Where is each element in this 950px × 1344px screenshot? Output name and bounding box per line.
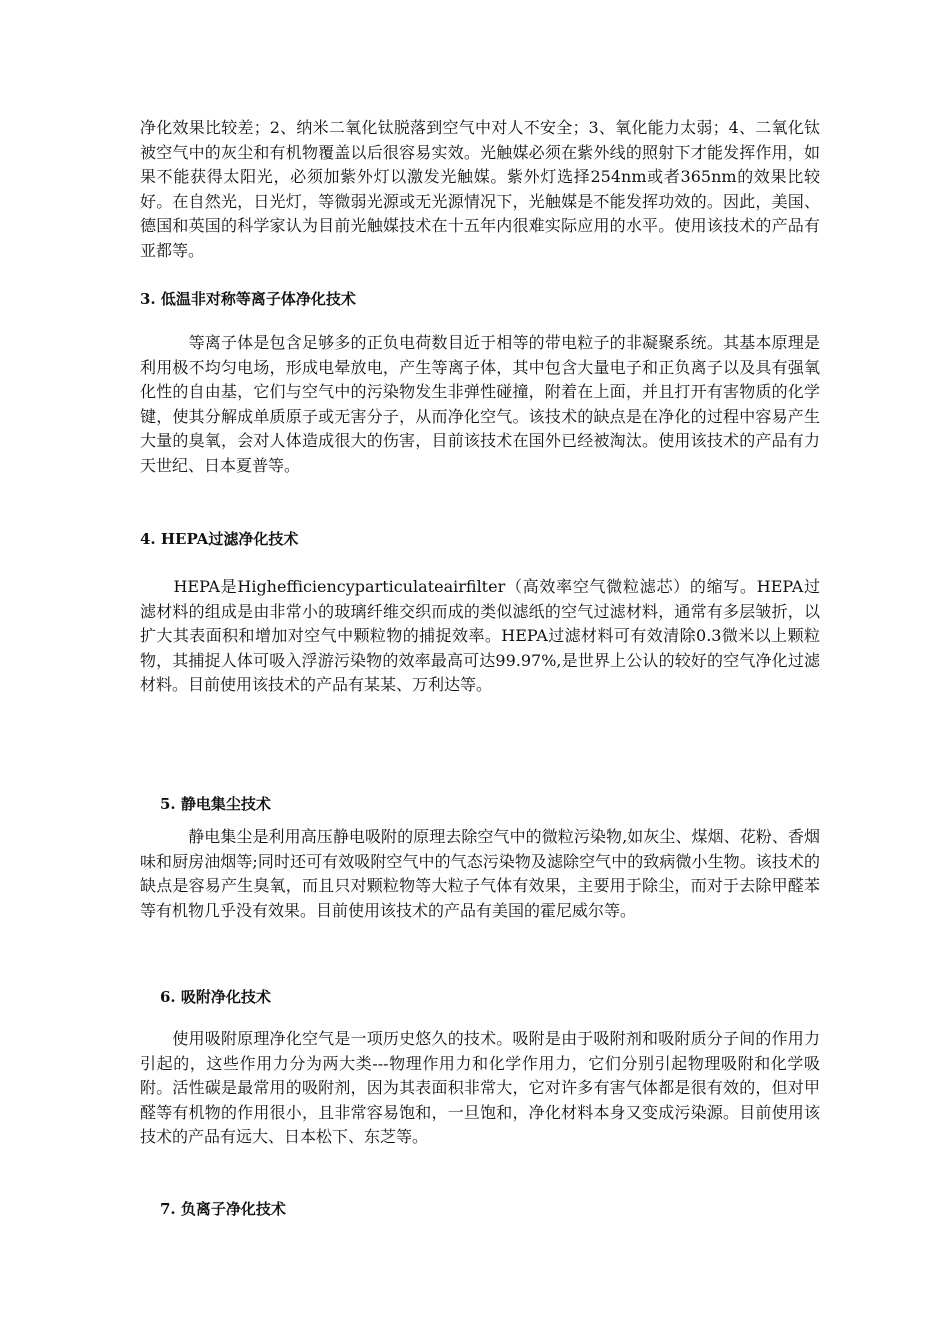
heading-negative-ion: 7. 负离子净化技术 (160, 1200, 286, 1218)
heading-plasma-purification: 3. 低温非对称等离子体净化技术 (140, 290, 356, 308)
paragraph-plasma-purification: 等离子体是包含足够多的正负电荷数目近于相等的带电粒子的非凝聚系统。其基本原理是利用极不均匀电场，形成电晕放电，产生等离子体，其中包含大量电子和正负离子以及具有强氧化性的自由基，它们与空气中的污染物发生非弹性碰撞，附着在上面，并且打开有害物质的化学键，使其分解成单质原子或无害分子，从而净化空气。该技术的缺点是在净化的过程中容易产生大量的臭氧，会对人体造成很大的伤害，目前该技术在国外已经被淘汰。使用该技术的产品有力天世纪、日本夏普等。 (140, 333, 820, 475)
paragraph-hepa-filtration: HEPA是Highefficiencyparticulateairfilter（高效率空气微粒滤芯）的缩写。HEPA过滤材料的组成是由非常小的玻璃纤维交织而成的类似滤纸的空气过滤材料，通常有多层皱折，以扩大其表面积和增加对空气中颗粒物的捕捉效率。HEPA过滤材料可有效清除0.3微米以上颗粒物，其捕捉人体可吸入浮游污染物的效率最高可达99.97%,是世界上公认的较好的空气净化过滤材料。目前使用该技术的产品有某某、万利达等。 (140, 577, 820, 695)
paragraph-adsorption: 使用吸附原理净化空气是一项历史悠久的技术。吸附是由于吸附剂和吸附质分子间的作用力引起的，这些作用力分为两大类---物理作用力和化学作用力，它们分别引起物理吸附和化学吸附。活性碳是最常用的吸附剂，因为其表面积非常大，它对许多有害气体都是很有效的，但对甲醛等有机物的作用很小，且非常容易饱和，一旦饱和，净化材料本身又变成污染源。目前使用该技术的产品有远大、日本松下、东芝等。 (140, 1029, 820, 1147)
heading-electrostatic-dust: 5. 静电集尘技术 (160, 795, 271, 813)
heading-hepa-filtration: 4. HEPA过滤净化技术 (140, 530, 299, 548)
heading-adsorption: 6. 吸附净化技术 (160, 988, 271, 1006)
paragraph-electrostatic-dust: 静电集尘是利用高压静电吸附的原理去除空气中的微粒污染物,如灰尘、煤烟、花粉、香烟味和厨房油烟等;同时还可有效吸附空气中的气态污染物及滤除空气中的致病微小生物。该技术的缺点是容易产生臭氧，而且只对颗粒物等大粒子气体有效果，主要用于除尘，而对于去除甲醛苯等有机物几乎没有效果。目前使用该技术的产品有美国的霍尼威尔等。 (140, 827, 820, 920)
paragraph-photocatalyst-drawbacks: 净化效果比较差；2、纳米二氧化钛脱落到空气中对人不安全；3、氧化能力太弱；4、二氧化钛被空气中的灰尘和有机物覆盖以后很容易实效。光触媒必须在紫外线的照射下才能发挥作用，如果不能获得太阳光，必须加紫外灯以激发光触媒。紫外灯选择254nm或者365nm的效果比较好。在自然光，日光灯，等微弱光源或无光源情况下，光触媒是不能发挥功效的。因此，美国、德国和英国的科学家认为目前光触媒技术在十五年内很难实际应用的水平。使用该技术的产品有亚都等。 (140, 118, 820, 260)
